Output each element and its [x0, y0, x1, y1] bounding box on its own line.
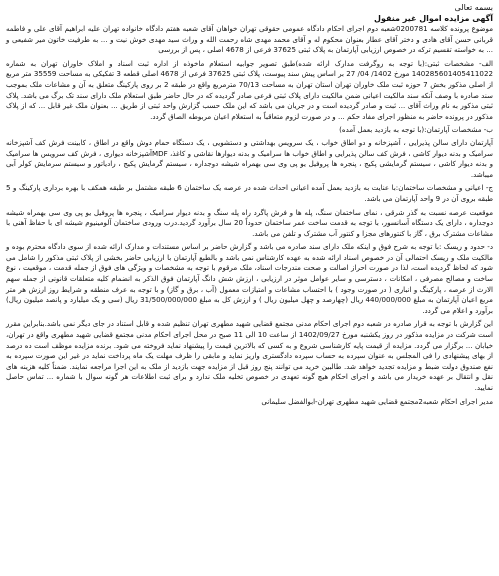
notice-kicker: بسمه تعالی — [454, 3, 493, 12]
notice-paragraph-apartment: آپارتمان دارای سالن پذیرایی ، آشپزخانه و دو اطاق خواب ، یک سرویس بهداشتی و دستشویی ، یک دستگاه حمام دوش واقع در اطاق ، کابینت فرش کف آشپزخانه سرامیک و بدنه دیوار کاشی ، فرش کف سالن پذیرایی و اطاق خواب ها سرامیک و بدنه دیوارها نقاشی و کاغذ، MDFآشپزخانه دیواری ، فرش کف سرویس ها سرامیک و بدنه دیوار کاشی ، سیستم گرمایشی پکیج ، پنجره ها پروفیل یو پی وی سی بهمراه شیشه دوجداره ، سیستم گرمایش پکیج ، رادیاتور و سیستم سرمایش کولر آبی میباشد. — [6, 137, 493, 179]
notice-paragraph-apartment-heading: ب- مشخصات آپارتمان:(با توجه به بازدید بعمل آمده) — [339, 125, 493, 135]
notice-paragraph-location: موقعیت عرصه نسبت به گذر شرقی ، نمای ساختمان سنگ، پله ها و فرش پاگرد راه پله سنگ و بدنه دیوار سرامیک ، پنجره ها پروفیل یو پی وی سی بهمراه شیشه دوجداره ، دارای یک دستگاه آسانسور، با توجه به قدمت ساخت عمر ساختمان حدوداً 20 سال برآورد گردید.درب ورودی ساختمان آلومینیوم شیشه ای با حفاظ آهنی با مشاعات مشترک برق ، گاز با کنتورهای مجزا و کنتور آب مشترک و تلفن می باشد. — [6, 207, 493, 238]
notice-paragraph-building: ج- اعیانی و مشخصات ساختمان:با عنایت به بازدید بعمل آمده اعیانی احداث شده در عرصه یک ساختمان 6 طبقه مشتمل بر طبقه همکف با بهره برداری پارکینگ و 5 طبقه بروی آن در 9 واحد آپارتمان می باشد. — [6, 183, 493, 203]
notice-paragraph-registry: الف- مشخصات ثبتی:(با توجه به روگرفت مدارک ارائه شده)طبق تصویر جوابیه استعلام ماخوذه از اداره ثبت اسناد و املاک خاوران تهران به شماره 140285601405411022 مورخ 1402/ 04/ 27 بر اساس پیش سند پیوست، پلاک ثبتی 37625 فرعی از 4678 اصلی قطعه 3 تفکیکی به مساحت 35559 متر مربع از اصلی مذکور بخش 7 حوزه ثبت ملک خاوران تهران استان تهران به مساحت 70/13 مترمربع واقع در طبقه 2 بر روی پارکینگ متعلق به آن و مشاعات ملک بموجب سند صادره با وصف آنکه سند مالکیت اعیانی ضمن مالکیت دارای پلاک ثبتی فرعی صادر گردیده که در حال حاضر طبق استعلام ملک دارای سند تک برگ می باشد. پلاک ثبتی مذکور به نام وراث آقای ... ثبت و صادر گردیده است و در جریان می باشد که این ملک حسب گزارش واحد ثبتی از طریق ... بعنوان ملک غیر قابل ... که از پلاک مذکور در پرونده حاضر به منظور اجرای مفاد حکم ... و در صورت لزوم متعاقباً به استعلام اعیان مربوطه الصاق گردد. — [6, 58, 493, 121]
notice-signature: مدیر اجرای احکام شعبه2مجتمع قضایی شهید مطهری تهران-ابوالفضل سلیمانی — [261, 396, 493, 406]
notice-paragraph-case: موضوع پرونده کلاسه 0200781شعبه دوم اجرای احکام دادگاه عمومی حقوقی تهران خواهان آقای شعبه هفتم دادگاه خانواده تهران علیه ابراهیم آقای علی و فاطمه قربانی حسن آقای هادی و دختر آقای عطار بعنوان محکوم له و آقای محمد مهدی شاه رحمت الله و وراث سید مهدی خوش نیت و ... به طرفیت خاتون میر شفیعی و ... به خواسته تقسیم ترکه در خصوص ارزیابی آپارتمان به پلاک ثبتی 37625 فرعی از 4678 اصلی ، پس از بررسی — [6, 24, 493, 55]
notice-paragraph-valuation: د- حدود و ریسک :با توجه به شرح فوق و اینکه ملک دارای سند صادره می باشد و گزارش حاضر بر اساس مستندات و مدارک ارائه شده از سوی دادگاه محترم بوده و مالکیت ملک و ریسک احتمالی آن در خصوص اسناد ارائه شده به عهده کارشناس نمی باشد و بالطبع آپارتمان با ارزیابی حاضر بخشی از پلاک ثبتی مذکور را شامل می شود که لحاظ گردیده است، لذا در صورت احراز اصالت و صحت مندرجات اسناد، ملک مرقوم با توجه به مشخصات و ویژگی های فوق از جمله قدمت ، موقعیت ، نوع ساخت و مصالح مصرفی ، امکانات ، دسترسی و سایر عوامل موثر در ارزیابی ، ارزش شش دانگ آپارتمان فوق الذکر به انضمام کلیه متعلقات قانونی از جمله سهم الارث از عرصه ، پارکینگ و انباری ( در صورت وجود ) با احتساب مشاعات و امتیازات معمول (آب ، برق و گاز) و با توجه به عرف منطقه و شرایط روز ارزش هر متر مربع اعیان آپارتمان به مبلغ 440/000/000 ریال (چهارصد و چهل میلیون ریال ) و ارزش کل به مبلغ 31/500/000/000 ریال (سی و یک میلیارد و پانصد میلیون ریال) برآورد و اعلام می گردد. — [6, 242, 493, 315]
notice-paragraph-auction-terms: این گزارش با توجه به قرار صادره در شعبه دوم اجرای احکام مدنی مجتمع قضایی شهید مطهری تهران تنظیم شده و قابل استناد در جای دیگر نمی باشد.بنابراین مقرر است شرکت در مزایده مذکور در روز یکشنبه مورخ 1402/09/27 از ساعت 10 الی 11 صبح در محل اجرای احکام مدنی مجتمع قضایی شهید مطهری واقع در تهران، خیابان ... برگزار می گردد. مزایده از قیمت پایه کارشناسی شروع و به کسی که بالاترین قیمت را پیشنهاد نماید فروخته می شود. برنده مزایده موظف است ده درصد از بهای پیشنهادی را فی المجلس به عنوان سپرده به حساب سپرده دادگستری واریز نماید و مابقی را ظرف مهلت یک ماه پرداخت نماید در غیر این صورت سپرده به نفع صندوق دولت ضبط و مزایده تجدید خواهد شد. طالبین خرید می توانند پنج روز قبل از مزایده جهت بازدید از ملک به این اجرا مراجعه نمایند. ضمناً کلیه هزینه های نقل و انتقال بر عهده خریدار می باشد و اجرای احکام هیچ گونه تعهدی در خصوص تخلیه ملک ندارد و برای ثبت اطلاعات هر گونه سوال با شماره ... تماس حاصل نمایید. — [6, 319, 494, 392]
notice-title: آگهی مزایده اموال غیر منقول — [374, 14, 493, 23]
